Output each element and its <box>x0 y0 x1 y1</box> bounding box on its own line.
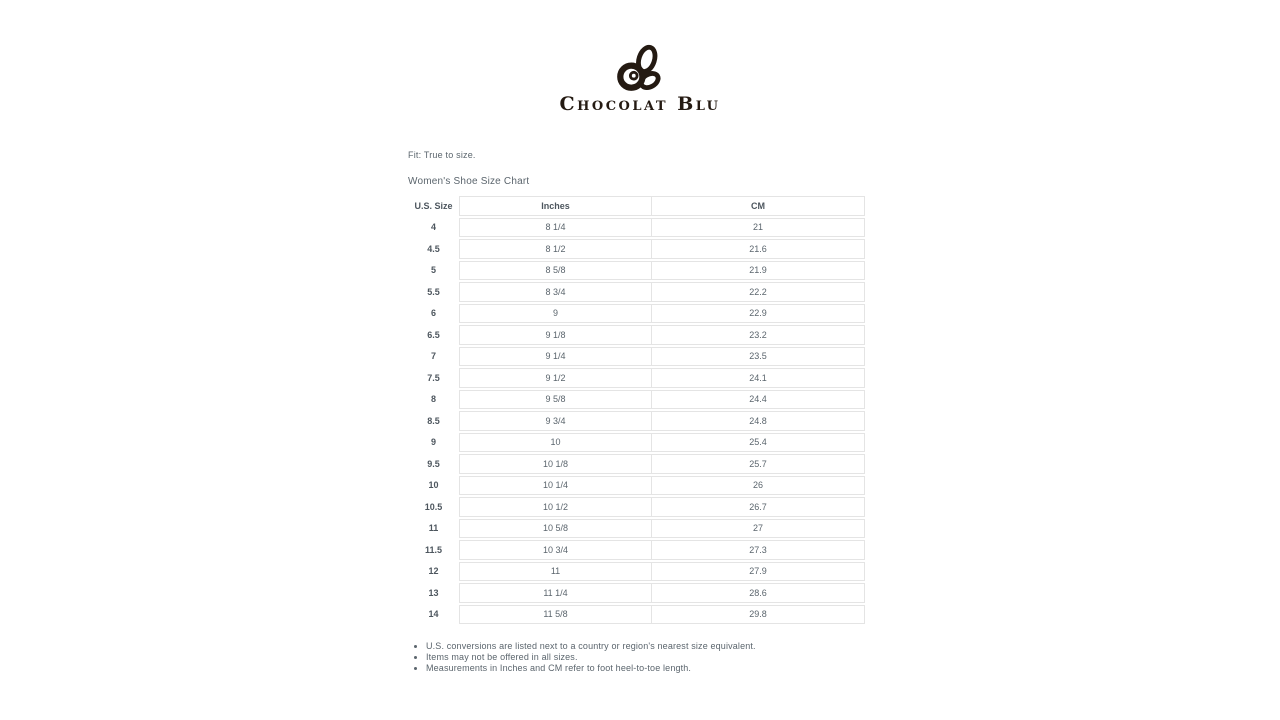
note-item: • Items may not be offered in all sizes. <box>426 653 865 662</box>
inches-cell: 9 1/2 <box>460 369 652 387</box>
inches-cell: 9 1/4 <box>460 348 652 366</box>
row-box <box>459 390 865 410</box>
table-body <box>408 218 865 625</box>
row-box <box>459 411 865 431</box>
inches-cell: 9 3/4 <box>460 412 652 430</box>
size-row <box>408 497 865 517</box>
size-row <box>408 433 865 453</box>
us-size-cell: 10.5 <box>424 501 443 512</box>
inches-cell: 8 1/4 <box>460 219 652 237</box>
size-row <box>408 519 865 539</box>
inches-cell: 10 <box>460 434 652 452</box>
cm-cell: 28.6 <box>749 587 767 598</box>
row-box <box>459 218 865 238</box>
cm-cell: 22.2 <box>749 286 767 297</box>
size-row <box>408 540 865 560</box>
size-chart-title: Women's Shoe Size Chart <box>408 176 530 187</box>
us-size-cell: 4.5 <box>427 243 440 254</box>
inches-cell: 9 5/8 <box>460 391 652 409</box>
row-box <box>459 519 865 539</box>
us-size-cell: 11 <box>428 523 439 534</box>
inches-cell: 8 5/8 <box>460 262 652 280</box>
row-box <box>459 562 865 582</box>
size-row <box>408 325 865 345</box>
us-size-cell: 6 <box>430 308 436 319</box>
cm-cell: 22.9 <box>749 308 767 319</box>
table-header-row <box>408 196 865 216</box>
inches-cell: 10 1/4 <box>460 477 652 495</box>
size-row <box>408 476 865 496</box>
size-row <box>408 390 865 410</box>
cm-header-cell: CM <box>751 200 765 211</box>
inches-cell: 10 1/2 <box>460 498 652 516</box>
us-size-cell: 12 <box>428 566 439 577</box>
us-size-cell: 13 <box>428 587 439 598</box>
cm-cell: 24.8 <box>749 415 767 426</box>
size-row <box>408 239 865 259</box>
size-row <box>408 454 865 474</box>
row-box <box>459 454 865 474</box>
inches-cell: 11 5/8 <box>460 606 652 624</box>
row-box <box>459 583 865 603</box>
us-size-cell: 5.5 <box>427 286 440 297</box>
row-box <box>459 261 865 281</box>
inches-cell: 8 3/4 <box>460 283 652 301</box>
inches-cell: 11 1/4 <box>460 584 652 602</box>
row-box <box>459 433 865 453</box>
inches-cell: 11 <box>460 563 652 581</box>
us-size-cell: 4 <box>430 222 436 233</box>
row-box <box>459 325 865 345</box>
cm-cell: 27.9 <box>749 566 767 577</box>
size-row <box>408 347 865 367</box>
row-box <box>459 282 865 302</box>
row-box <box>459 368 865 388</box>
us-size-cell: 8 <box>430 394 436 405</box>
inches-cell: 10 3/4 <box>460 541 652 559</box>
size-row <box>408 411 865 431</box>
cm-cell: 25.4 <box>749 437 767 448</box>
us-size-cell: 14 <box>428 609 439 620</box>
cm-cell: 23.5 <box>749 351 767 362</box>
cm-cell: 24.4 <box>749 394 767 405</box>
us-size-cell: 7.5 <box>427 372 440 383</box>
cm-cell: 26 <box>752 480 763 491</box>
cm-cell: 27.3 <box>749 544 767 555</box>
brand-monogram-icon <box>615 44 665 94</box>
us-size-cell: 5 <box>430 265 436 276</box>
inches-cell: 10 5/8 <box>460 520 652 538</box>
fit-note: Fit: True to size. <box>408 150 476 160</box>
brand-wordmark: Chocolat Blu <box>559 93 721 115</box>
cm-cell: 21.6 <box>749 243 767 254</box>
notes-list <box>408 642 865 673</box>
size-row <box>408 261 865 281</box>
size-row <box>408 583 865 603</box>
cm-cell: 23.2 <box>749 329 767 340</box>
inches-cell: 9 <box>460 305 652 323</box>
cm-cell: 21 <box>752 222 763 233</box>
note-item: • Measurements in Inches and CM refer to foot heel-to-toe length. <box>426 664 865 673</box>
us-size-cell: 9.5 <box>427 458 440 469</box>
brand-header <box>0 44 1280 114</box>
inches-cell: 8 1/2 <box>460 240 652 258</box>
cm-cell: 24.1 <box>749 372 767 383</box>
us-size-header-cell: U.S. Size <box>414 200 453 211</box>
inches-cell: 9 1/8 <box>460 326 652 344</box>
us-size-cell: 11.5 <box>424 544 443 555</box>
size-table <box>408 196 865 624</box>
row-box <box>459 605 865 625</box>
us-size-cell: 7 <box>430 351 436 362</box>
us-size-cell: 6.5 <box>427 329 440 340</box>
size-row <box>408 605 865 625</box>
note-item: • U.S. conversions are listed next to a country or region's nearest size equivalent. <box>426 642 865 651</box>
cm-cell: 26.7 <box>749 501 767 512</box>
header-row-box <box>459 196 865 216</box>
row-box <box>459 497 865 517</box>
row-box <box>459 304 865 324</box>
cm-cell: 25.7 <box>749 458 767 469</box>
size-row <box>408 282 865 302</box>
size-chart-content <box>408 150 865 675</box>
us-size-cell: 9 <box>430 437 436 448</box>
size-row <box>408 562 865 582</box>
inches-header-cell: Inches <box>460 197 652 215</box>
size-row <box>408 218 865 238</box>
size-row <box>408 304 865 324</box>
us-size-cell: 10 <box>428 480 439 491</box>
inches-cell: 10 1/8 <box>460 455 652 473</box>
row-box <box>459 239 865 259</box>
cm-cell: 27 <box>752 523 763 534</box>
row-box <box>459 347 865 367</box>
cm-cell: 21.9 <box>749 265 767 276</box>
cm-cell: 29.8 <box>749 609 767 620</box>
row-box <box>459 476 865 496</box>
us-size-cell: 8.5 <box>427 415 440 426</box>
row-box <box>459 540 865 560</box>
size-row <box>408 368 865 388</box>
